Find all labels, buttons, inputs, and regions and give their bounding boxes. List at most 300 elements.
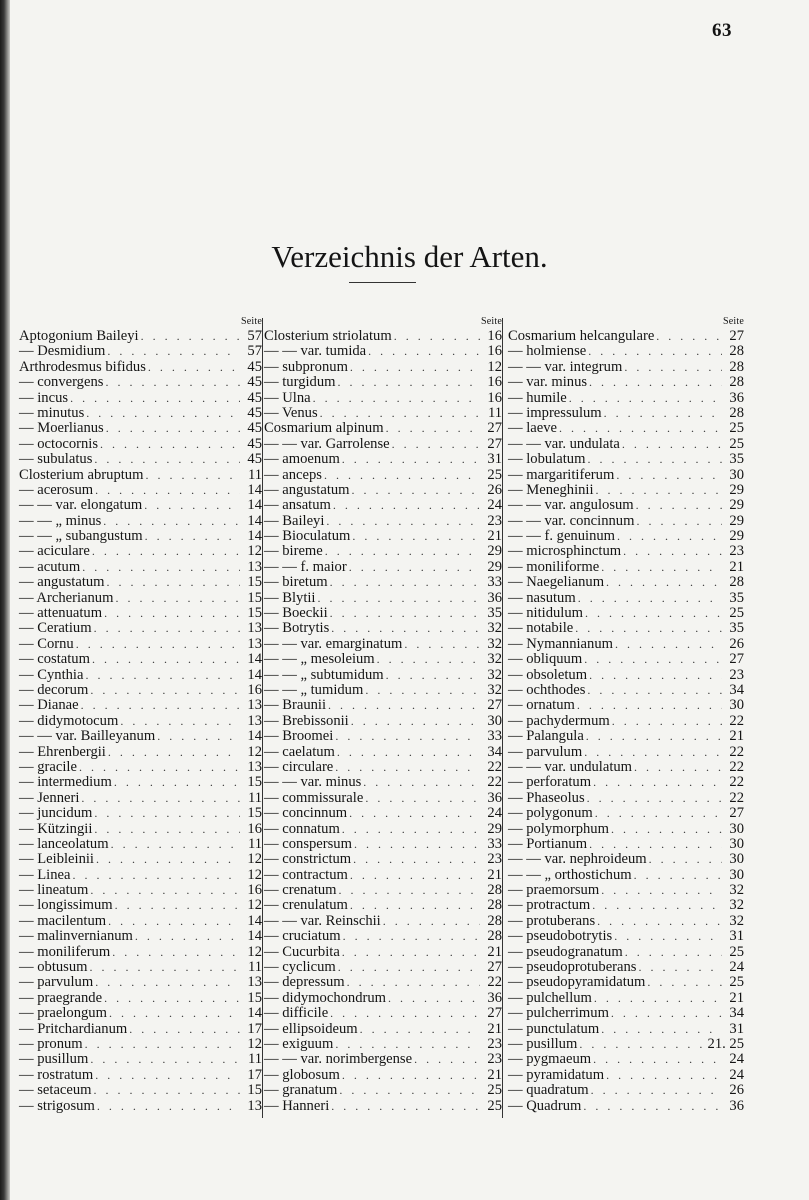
species-name: — globosum	[264, 1066, 340, 1083]
dot-leader	[577, 698, 722, 713]
dot-leader	[611, 822, 722, 837]
page-reference: 22	[729, 789, 744, 806]
page-reference: 34	[729, 681, 744, 698]
index-entry	[19, 868, 262, 883]
species-name: — Palangula	[508, 728, 584, 745]
dot-leader	[638, 960, 722, 975]
page-reference: 45	[247, 358, 262, 375]
dot-leader	[594, 991, 722, 1006]
species-name: — strigosum	[19, 1097, 95, 1114]
species-name: — depressum	[264, 974, 345, 991]
species-name: — — var. nephroideum	[508, 851, 647, 868]
page-reference: 12	[247, 866, 262, 883]
dot-leader	[365, 683, 480, 698]
dot-leader	[585, 606, 722, 621]
dot-leader	[586, 729, 722, 744]
page-reference: 15	[247, 605, 262, 622]
species-name: — pusillum	[508, 1035, 578, 1052]
page-reference: 21	[487, 1020, 502, 1037]
index-entry	[19, 452, 262, 467]
dot-leader	[339, 1083, 480, 1098]
index-entry	[508, 960, 744, 975]
species-name: — subpronum	[264, 358, 348, 375]
species-name: — lineatum	[19, 882, 89, 899]
dot-leader	[350, 898, 480, 913]
index-entry	[264, 668, 502, 683]
page-reference: 30	[729, 835, 744, 852]
index-entry	[508, 437, 744, 452]
index-entry	[19, 468, 262, 483]
species-name: Cosmarium helcangulare	[508, 328, 655, 344]
index-entry	[19, 1022, 262, 1037]
page-reference: 25	[729, 943, 744, 960]
page-reference: 36	[729, 1097, 744, 1114]
species-name: — costatum	[19, 651, 90, 668]
page-reference: 24	[729, 1066, 744, 1083]
dot-leader	[108, 914, 240, 929]
page-reference: 13	[247, 620, 262, 637]
dot-leader	[331, 621, 480, 636]
index-entry	[264, 375, 502, 390]
index-entry	[19, 791, 262, 806]
page-reference: 23	[487, 512, 502, 529]
page-reference: 33	[487, 728, 502, 745]
page-reference: 14	[247, 512, 262, 529]
dot-leader	[624, 360, 722, 375]
page-reference: 36	[729, 389, 744, 406]
page-reference: 26	[729, 635, 744, 652]
index-entry-list	[264, 329, 502, 1114]
page-reference: 28	[729, 358, 744, 375]
index-entry	[508, 945, 744, 960]
index-entry	[508, 468, 744, 483]
title-rule	[349, 282, 416, 283]
index-entry	[264, 1037, 502, 1052]
dot-leader	[612, 714, 722, 729]
page-reference: 23	[729, 543, 744, 560]
page-reference: 21. 25	[707, 1035, 744, 1052]
page-reference: 25	[729, 435, 744, 452]
dot-leader	[351, 714, 480, 729]
page-reference: 16	[247, 820, 262, 837]
dot-leader	[72, 868, 240, 883]
page-reference: 26	[487, 481, 502, 498]
dot-leader	[596, 483, 722, 498]
index-entry	[19, 837, 262, 852]
dot-leader	[622, 437, 722, 452]
page-reference: 21	[729, 728, 744, 745]
index-entry	[19, 544, 262, 559]
index-entry	[508, 698, 744, 713]
index-entry	[264, 929, 502, 944]
dot-leader	[579, 1037, 705, 1052]
species-name: — protuberans	[508, 912, 596, 929]
page-reference: 30	[729, 866, 744, 883]
index-entry	[19, 329, 262, 344]
page-reference: 30	[729, 851, 744, 868]
index-entry	[264, 837, 502, 852]
species-name: — Blytii	[264, 589, 316, 606]
dot-leader	[115, 591, 240, 606]
species-name: — praegrande	[19, 989, 103, 1006]
species-name: — obtusum	[19, 959, 88, 976]
index-entry	[264, 514, 502, 529]
dot-leader	[325, 544, 480, 559]
index-entry	[19, 637, 262, 652]
index-entry	[19, 822, 262, 837]
dot-leader	[115, 898, 240, 913]
index-entry	[19, 883, 262, 898]
page-reference: 29	[487, 543, 502, 560]
page-reference: 30	[729, 820, 744, 837]
species-name: — caelatum	[264, 743, 335, 760]
dot-leader	[331, 1099, 480, 1114]
page-reference: 27	[487, 959, 502, 976]
species-name: — intermedium	[19, 774, 112, 791]
page-reference: 11	[487, 404, 502, 421]
dot-leader	[636, 498, 722, 513]
dot-leader	[100, 437, 240, 452]
species-name: — — var. norimbergense	[264, 1051, 413, 1068]
page-reference: 14	[247, 1005, 262, 1022]
page-reference: 25	[729, 605, 744, 622]
species-name: — pyramidatum	[508, 1066, 605, 1083]
species-name: — turgidum	[264, 374, 336, 391]
index-entry	[264, 760, 502, 775]
species-name: — microsphinctum	[508, 543, 622, 560]
species-name: — cyclicum	[264, 959, 336, 976]
page-reference: 24	[729, 1051, 744, 1068]
page-reference: 23	[487, 1051, 502, 1068]
index-entry	[19, 560, 262, 575]
dot-leader	[414, 1052, 480, 1067]
dot-leader	[86, 406, 240, 421]
index-entry	[19, 514, 262, 529]
dot-leader	[587, 791, 722, 806]
page-reference: 13	[247, 697, 262, 714]
species-name: — gracile	[19, 758, 77, 775]
page-reference: 14	[247, 651, 262, 668]
dot-leader	[90, 883, 240, 898]
page-reference: 27	[487, 697, 502, 714]
species-name: — moniliferum	[19, 943, 111, 960]
index-entry	[508, 883, 744, 898]
dot-leader	[349, 806, 480, 821]
index-entry	[264, 745, 502, 760]
index-entry	[264, 975, 502, 990]
index-entry	[508, 791, 744, 806]
species-name: — convergens	[19, 374, 104, 391]
page-reference: 16	[247, 681, 262, 698]
species-name: — lobulatum	[508, 451, 586, 468]
index-entry	[508, 806, 744, 821]
index-entry	[264, 1006, 502, 1021]
page-reference: 24	[729, 959, 744, 976]
species-name: — Cornu	[19, 635, 74, 652]
index-entry	[19, 1052, 262, 1067]
species-name: Closterium abruptum	[19, 466, 144, 483]
species-name: — macilentum	[19, 912, 107, 929]
page-reference: 15	[247, 589, 262, 606]
dot-leader	[97, 1099, 240, 1114]
index-entry	[19, 975, 262, 990]
species-name: — pseudobotrytis	[508, 928, 613, 945]
dot-leader	[92, 544, 240, 559]
dot-leader	[587, 683, 722, 698]
species-name: — pseudogranatum	[508, 943, 623, 960]
index-entry	[264, 560, 502, 575]
species-name: — ellipsoideum	[264, 1020, 358, 1037]
dot-leader	[135, 929, 240, 944]
page-reference: 32	[487, 635, 502, 652]
dot-leader	[70, 391, 240, 406]
page-reference: 21	[487, 866, 502, 883]
index-entry	[19, 775, 262, 790]
species-name: — — var. emarginatum	[264, 635, 403, 652]
species-name: — Bioculatum	[264, 528, 351, 545]
index-entry-list	[508, 329, 744, 1114]
species-name: — parvulum	[508, 743, 583, 760]
index-entry	[19, 806, 262, 821]
dot-leader	[81, 791, 240, 806]
species-name: — contractum	[264, 866, 348, 883]
index-entry	[19, 391, 262, 406]
page-reference: 57	[247, 328, 262, 344]
page-reference: 45	[247, 435, 262, 452]
page-reference: 33	[487, 835, 502, 852]
species-name: — Meneghinii	[508, 481, 594, 498]
species-name: — — var. angulosum	[508, 497, 634, 514]
species-name: — obliquum	[508, 651, 583, 668]
species-name: — quadratum	[508, 1082, 589, 1099]
index-entry	[19, 1083, 262, 1098]
species-name: — Nymannianum	[508, 635, 613, 652]
index-entry	[19, 914, 262, 929]
page-reference: 21	[729, 558, 744, 575]
species-name: — obsoletum	[508, 666, 588, 683]
dot-leader	[338, 375, 481, 390]
species-name: — polygonum	[508, 805, 593, 822]
dot-leader	[606, 575, 722, 590]
dot-leader	[76, 637, 240, 652]
dot-leader	[383, 914, 480, 929]
index-entry	[264, 698, 502, 713]
species-name: — Ehrenbergii	[19, 743, 106, 760]
dot-leader	[320, 406, 480, 421]
dot-leader	[388, 991, 480, 1006]
index-entry	[264, 775, 502, 790]
species-name: — parvulum	[19, 974, 94, 991]
index-entry	[508, 621, 744, 636]
index-entry	[264, 529, 502, 544]
species-name: — cruciatum	[264, 928, 341, 945]
page-reference: 23	[487, 1035, 502, 1052]
page-reference: 32	[487, 666, 502, 683]
species-name: — Jenneri	[19, 789, 80, 806]
page-reference: 25	[487, 1097, 502, 1114]
dot-leader	[583, 1099, 722, 1114]
dot-leader	[611, 1006, 722, 1021]
dot-leader	[343, 929, 480, 944]
index-entry	[264, 391, 502, 406]
page-reference: 28	[487, 928, 502, 945]
index-entry	[508, 837, 744, 852]
index-entry	[508, 1022, 744, 1037]
page-reference: 25	[487, 466, 502, 483]
dot-leader	[335, 1037, 480, 1052]
index-entry	[508, 529, 744, 544]
page-reference: 11	[247, 466, 262, 483]
index-entry	[264, 652, 502, 667]
page-reference: 32	[729, 912, 744, 929]
species-name: — attenuatum	[19, 605, 103, 622]
species-name: — didymochondrum	[264, 989, 387, 1006]
dot-leader	[144, 498, 240, 513]
species-name: — Ulna	[264, 389, 311, 406]
species-name: — difficile	[264, 1005, 329, 1022]
species-name: — — var. tumida	[264, 343, 367, 360]
page-reference: 22	[729, 774, 744, 791]
index-entry	[19, 498, 262, 513]
dot-leader	[601, 883, 722, 898]
dot-leader	[105, 375, 240, 390]
dot-leader	[145, 529, 240, 544]
species-name: — Leibleinii	[19, 851, 94, 868]
page-reference: 27	[487, 1005, 502, 1022]
species-name: — Ceratium	[19, 620, 92, 637]
index-entry	[508, 898, 744, 913]
page-reference: 31	[729, 1020, 744, 1037]
index-entry	[508, 852, 744, 867]
page-reference: 13	[247, 758, 262, 775]
species-name: — biretum	[264, 574, 328, 591]
page-reference: 57	[247, 343, 262, 360]
page-reference: 29	[487, 820, 502, 837]
species-name: — Moerlianus	[19, 420, 104, 437]
page-reference: 34	[729, 1005, 744, 1022]
page-reference: 11	[247, 1051, 262, 1068]
dot-leader	[104, 606, 240, 621]
index-entry	[264, 591, 502, 606]
species-name: Closterium striolatum	[264, 328, 392, 344]
dot-leader	[337, 745, 480, 760]
dot-leader	[593, 775, 722, 790]
page-reference: 11	[247, 959, 262, 976]
page-reference: 45	[247, 389, 262, 406]
species-name: — — „ tumidum	[264, 681, 364, 698]
index-entry	[508, 1068, 744, 1083]
species-name: — conspersum	[264, 835, 352, 852]
species-name: — Brebissonii	[264, 712, 349, 729]
dot-leader	[324, 468, 480, 483]
index-entry	[264, 544, 502, 559]
dot-leader	[592, 898, 722, 913]
seite-label: Seite	[723, 316, 744, 327]
dot-leader	[82, 560, 240, 575]
species-name: — octocornis	[19, 435, 99, 452]
dot-leader	[339, 883, 480, 898]
index-entry	[508, 991, 744, 1006]
index-entry	[264, 1052, 502, 1067]
index-entry	[264, 1068, 502, 1083]
dot-leader	[330, 1006, 480, 1021]
page-reference: 13	[247, 558, 262, 575]
index-entry	[264, 1022, 502, 1037]
dot-leader	[647, 975, 722, 990]
dot-leader	[589, 375, 722, 390]
dot-leader	[587, 452, 722, 467]
species-name: — minutus	[19, 404, 85, 421]
page-reference: 35	[729, 589, 744, 606]
index-entry	[508, 1037, 744, 1052]
species-name: — Archerianum	[19, 589, 114, 606]
page-reference: 25	[487, 1082, 502, 1099]
page-reference: 21	[487, 943, 502, 960]
index-entry	[19, 991, 262, 1006]
dot-leader	[342, 452, 480, 467]
species-name: — juncidum	[19, 805, 93, 822]
dot-leader	[85, 668, 240, 683]
species-name: — Botrytis	[264, 620, 330, 637]
dot-leader	[569, 391, 722, 406]
index-entry	[508, 914, 744, 929]
page-reference: 21	[487, 1066, 502, 1083]
page-reference: 27	[729, 651, 744, 668]
dot-leader	[392, 437, 480, 452]
species-name: — crenatum	[264, 882, 337, 899]
index-entry	[264, 822, 502, 837]
species-name: — Desmidium	[19, 343, 106, 360]
index-entry	[508, 375, 744, 390]
index-entry-list	[19, 329, 262, 1114]
dot-leader	[578, 591, 722, 606]
dot-leader	[591, 1083, 722, 1098]
species-name: — Naegelianum	[508, 574, 605, 591]
index-entry	[19, 591, 262, 606]
species-name: — incus	[19, 389, 69, 406]
species-name: — concinnum	[264, 805, 348, 822]
page-reference: 12	[247, 851, 262, 868]
page-reference: 35	[729, 620, 744, 637]
dot-leader	[90, 960, 240, 975]
dot-leader	[94, 452, 240, 467]
dot-leader	[394, 329, 480, 344]
species-name: — — var. minus	[264, 774, 362, 791]
page-reference: 35	[729, 451, 744, 468]
species-name: — — „ minus	[19, 512, 102, 529]
page-reference: 14	[247, 928, 262, 945]
page-reference: 14	[247, 497, 262, 514]
page-reference: 29	[729, 497, 744, 514]
dot-leader	[94, 822, 240, 837]
species-name: — Venus	[264, 404, 318, 421]
index-entry	[264, 960, 502, 975]
page-reference: 22	[729, 758, 744, 775]
species-name: — praemorsum	[508, 882, 600, 899]
index-entry	[508, 329, 744, 344]
index-entry	[508, 498, 744, 513]
dot-leader	[634, 760, 722, 775]
index-entry	[508, 483, 744, 498]
species-name: — ansatum	[264, 497, 331, 514]
page-reference: 23	[729, 666, 744, 683]
dot-leader	[575, 621, 722, 636]
index-entry	[19, 1006, 262, 1021]
dot-leader	[601, 1022, 722, 1037]
species-name: — pronum	[19, 1035, 83, 1052]
page-reference: 11	[247, 835, 262, 852]
species-name: — acutum	[19, 558, 81, 575]
